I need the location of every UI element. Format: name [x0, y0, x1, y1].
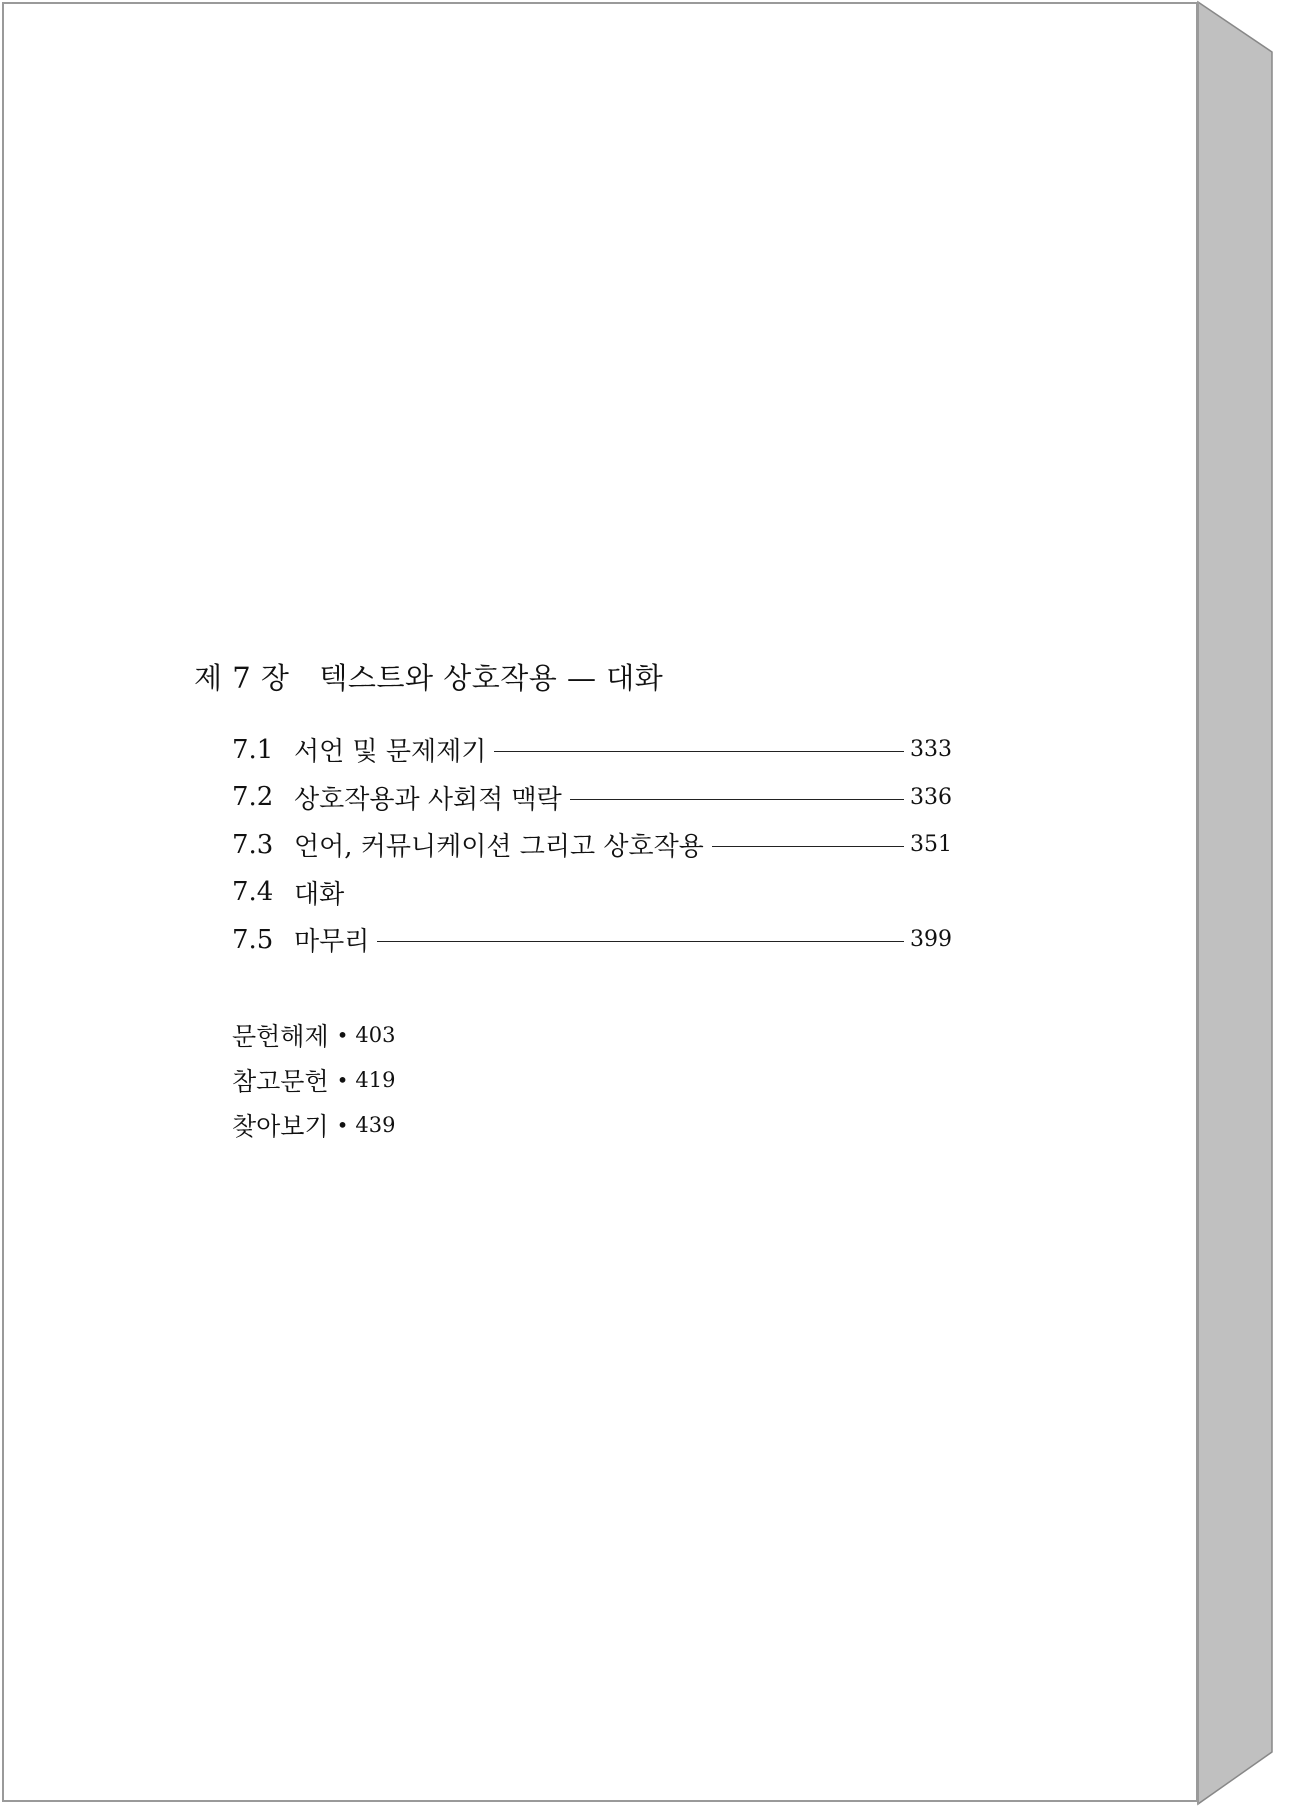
toc-entry[interactable] [232, 916, 952, 964]
backmatter-title: 참고문헌 [232, 1066, 329, 1096]
toc-leader-line [377, 941, 904, 942]
backmatter-title: 문헌해제 [232, 1021, 329, 1051]
toc-entry[interactable] [232, 821, 952, 869]
toc-entry[interactable] [232, 774, 952, 822]
toc-entry-title: 상호작용과 사회적 맥락 [294, 784, 562, 815]
bullet-separator: • [336, 1067, 349, 1092]
toc-leader-line [494, 751, 904, 752]
toc-entry-page: 336 [910, 784, 952, 810]
toc-entry-title: 서언 및 문제제기 [294, 737, 487, 768]
backmatter-title: 찾아보기 [232, 1111, 329, 1141]
toc-entry-page: 333 [910, 737, 952, 763]
toc-leader-line [712, 846, 904, 847]
toc-entry-number: 7.4 [232, 877, 274, 908]
toc-entry-number: 7.2 [232, 782, 274, 813]
backmatter-page: 439 [355, 1112, 396, 1137]
bullet-separator: • [336, 1112, 349, 1137]
toc-entry-title: 언어, 커뮤니케이션 그리고 상호작용 [294, 832, 704, 863]
chapter-title: 텍스트와 상호작용 — 대화 [319, 661, 664, 695]
chapter-label: 제 7 장 [194, 661, 290, 695]
toc-entry-page: 399 [910, 927, 952, 953]
backmatter-page: 403 [355, 1022, 396, 1047]
chapter-heading [194, 658, 663, 698]
toc-entry[interactable] [232, 726, 952, 774]
toc-entry-title: 대화 [294, 879, 345, 910]
backmatter-page: 419 [355, 1067, 396, 1092]
toc-entry[interactable] [232, 869, 952, 917]
backmatter-entry[interactable] [232, 1102, 396, 1147]
toc-entry-page: 351 [910, 832, 952, 858]
toc-leader-line [570, 799, 904, 800]
toc-entry-number: 7.3 [232, 829, 274, 860]
backmatter-list [232, 1012, 396, 1147]
bullet-separator: • [336, 1022, 349, 1047]
toc-entry-number: 7.5 [232, 924, 274, 955]
toc-entry-title: 마무리 [294, 927, 370, 958]
backmatter-entry[interactable] [232, 1012, 396, 1057]
table-of-contents [232, 726, 952, 964]
backmatter-entry[interactable] [232, 1057, 396, 1102]
toc-entry-number: 7.1 [232, 734, 274, 765]
